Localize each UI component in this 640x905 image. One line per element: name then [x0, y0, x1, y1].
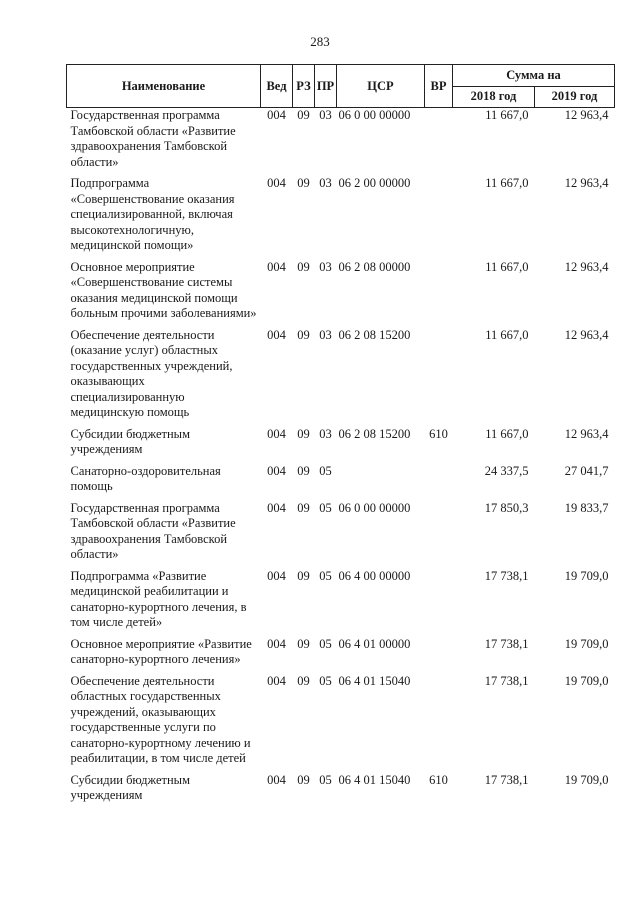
- row-sum-2019: 27 041,7: [564, 463, 609, 478]
- row-ved: 004: [267, 568, 286, 583]
- row-vr: [425, 569, 453, 637]
- row-pr: 05: [319, 673, 332, 688]
- row-sum-2018: 17 738,1: [484, 673, 529, 688]
- row-sum-2019: 12 963,4: [564, 327, 609, 342]
- header-year-2019: 2019 год: [535, 86, 615, 108]
- row-name: Государственная программа Тамбовской области «Развитие здравоохранения Тамбовской области»: [70, 108, 236, 169]
- row-ved: 004: [267, 327, 286, 342]
- row-sum-2019: 19 833,7: [564, 500, 609, 515]
- header-ved: Вед: [261, 65, 293, 108]
- row-sum-2019: 12 963,4: [564, 108, 609, 122]
- row-vr: [425, 108, 453, 177]
- table-header: [67, 65, 615, 108]
- table-row: [67, 773, 615, 810]
- row-pr: 03: [319, 108, 332, 122]
- row-rz: 09: [297, 327, 310, 342]
- row-pr: 03: [319, 259, 332, 274]
- row-sum-2019: 19 709,0: [564, 772, 609, 787]
- table-row: [67, 260, 615, 328]
- row-rz: 09: [297, 259, 310, 274]
- row-sum-2019: 12 963,4: [564, 259, 609, 274]
- row-sum-2019: 19 709,0: [564, 673, 609, 688]
- row-ved: 004: [267, 673, 286, 688]
- row-csr: 06 2 08 15200: [338, 327, 411, 342]
- row-sum-2019: 19 709,0: [564, 636, 609, 651]
- row-ved: 004: [267, 636, 286, 651]
- table-row: [67, 176, 615, 260]
- row-pr: 03: [319, 426, 332, 441]
- row-rz: 09: [297, 568, 310, 583]
- header-rz: РЗ: [293, 65, 315, 108]
- row-csr: 06 4 01 15040: [338, 772, 411, 787]
- row-sum-2019: 12 963,4: [564, 426, 609, 441]
- header-pr: ПР: [315, 65, 337, 108]
- row-ved: 004: [267, 259, 286, 274]
- row-sum-2018: 24 337,5: [484, 463, 529, 478]
- row-csr: 06 2 08 15200: [338, 426, 411, 441]
- row-pr: 05: [319, 500, 332, 515]
- row-vr: 610: [429, 426, 448, 441]
- row-pr: 05: [319, 463, 332, 478]
- row-vr: [425, 501, 453, 569]
- table-row: [67, 427, 615, 464]
- row-sum-2018: 11 667,0: [485, 176, 529, 190]
- row-sum-2018: 11 667,0: [485, 327, 529, 342]
- row-csr: 06 4 00 00000: [338, 568, 411, 583]
- row-vr: [425, 674, 453, 773]
- header-vr: ВР: [425, 65, 453, 108]
- row-rz: 09: [297, 673, 310, 688]
- row-pr: 05: [319, 636, 332, 651]
- row-csr: 06 2 00 00000: [338, 176, 411, 190]
- table-row: [67, 464, 615, 501]
- row-csr: 06 4 01 15040: [338, 673, 411, 688]
- row-ved: 004: [267, 772, 286, 787]
- row-ved: 004: [267, 108, 286, 122]
- row-ved: 004: [267, 500, 286, 515]
- row-name: Основное мероприятие «Совершенствование системы оказания медицинской помощи больным прочими заболеваниями»: [70, 259, 257, 320]
- row-rz: 09: [297, 426, 310, 441]
- row-name: Обеспечение деятельности (оказание услуг) областных государственных учреждений, оказывающих специализированную медицинскую помощь: [70, 327, 233, 419]
- row-ved: 004: [267, 176, 286, 190]
- row-csr: 06 2 08 00000: [338, 259, 411, 274]
- row-pr: 03: [319, 176, 332, 190]
- row-csr: 06 4 01 00000: [338, 636, 411, 651]
- table-body: [67, 108, 615, 810]
- row-sum-2018: 17 738,1: [484, 568, 529, 583]
- row-ved: 004: [267, 463, 286, 478]
- row-vr: 610: [429, 772, 448, 787]
- header-name: Наименование: [67, 65, 261, 108]
- row-sum-2018: 17 738,1: [484, 772, 529, 787]
- row-pr: 03: [319, 327, 332, 342]
- row-vr: [425, 328, 453, 427]
- budget-table: [66, 64, 615, 810]
- table-row: [67, 569, 615, 637]
- row-rz: 09: [297, 463, 310, 478]
- row-name: Обеспечение деятельности областных государственных учреждений, оказывающих государственные услуги по санаторно-курортному лечению и реабилитации, в том числе детей: [70, 673, 251, 765]
- row-pr: 05: [319, 568, 332, 583]
- row-sum-2019: 12 963,4: [564, 176, 609, 190]
- row-sum-2019: 19 709,0: [564, 568, 609, 583]
- row-sum-2018: 11 667,0: [485, 108, 529, 122]
- row-vr: [425, 637, 453, 674]
- row-ved: 004: [267, 426, 286, 441]
- row-name: Подпрограмма «Развитие медицинской реабилитации и санаторно-курортного лечения, в том числе детей»: [70, 568, 247, 629]
- row-csr: [337, 464, 425, 501]
- row-sum-2018: 17 850,3: [484, 500, 529, 515]
- page-number: 283: [310, 34, 330, 49]
- row-sum-2018: 11 667,0: [485, 426, 529, 441]
- row-rz: 09: [297, 500, 310, 515]
- row-rz: 09: [297, 636, 310, 651]
- header-csr: ЦСР: [337, 65, 425, 108]
- row-sum-2018: 11 667,0: [485, 259, 529, 274]
- table-row: [67, 108, 615, 177]
- row-name: Подпрограмма «Совершенствование оказания специализированной, включая высокотехнологичную, медицинской помощи»: [70, 176, 235, 252]
- header-sum: Сумма на: [453, 65, 615, 87]
- row-csr: 06 0 00 00000: [338, 108, 411, 122]
- table-row: [67, 328, 615, 427]
- header-year-2018: 2018 год: [453, 86, 535, 108]
- row-vr: [425, 260, 453, 328]
- row-pr: 05: [319, 772, 332, 787]
- row-name: Субсидии бюджетным учреждениям: [70, 426, 190, 456]
- row-vr: [425, 464, 453, 501]
- row-name: Субсидии бюджетным учреждениям: [70, 772, 190, 802]
- row-sum-2018: 17 738,1: [484, 636, 529, 651]
- table-row: [67, 637, 615, 674]
- row-rz: 09: [297, 176, 310, 190]
- row-name: Государственная программа Тамбовской области «Развитие здравоохранения Тамбовской области»: [70, 500, 236, 561]
- row-csr: 06 0 00 00000: [338, 500, 411, 515]
- row-name: Основное мероприятие «Развитие санаторно-курортного лечения»: [70, 636, 252, 666]
- row-name: Санаторно-оздоровительная помощь: [70, 463, 221, 493]
- row-vr: [425, 176, 453, 260]
- table-row: [67, 501, 615, 569]
- row-rz: 09: [297, 108, 310, 122]
- row-rz: 09: [297, 772, 310, 787]
- table-row: [67, 674, 615, 773]
